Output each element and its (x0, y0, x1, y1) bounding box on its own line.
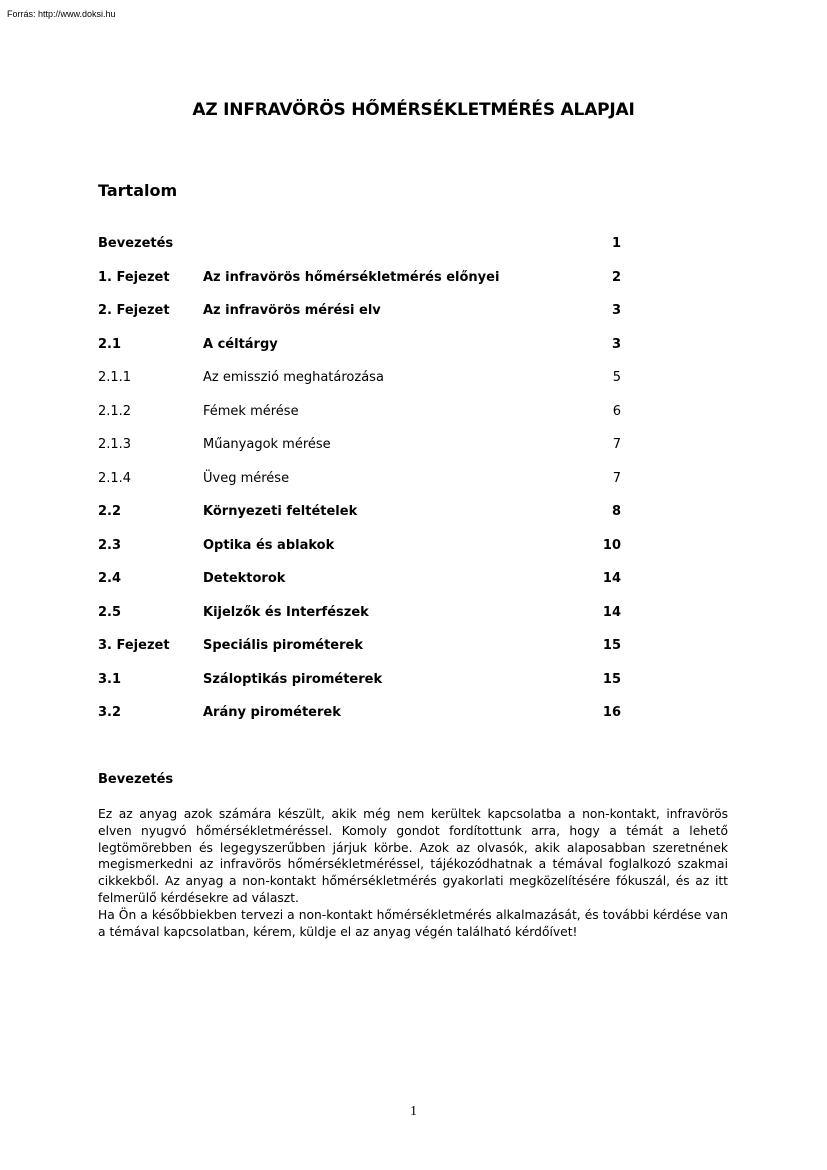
toc-entry-number: 2.4 (98, 571, 122, 586)
toc-entry-number: 2.1.2 (98, 403, 132, 419)
toc-row[interactable] (98, 567, 621, 601)
intro-paragraph: Ha Ön a későbbiekben tervezi a non-kontakt hőmérsékletmérés alkalmazását, és további kérdése van a témával kapcsolatban, kérem, küldje el az anyag végén található kérdőívet! (98, 907, 728, 939)
intro-paragraph: Ez az anyag azok számára készült, akik még nem kerültek kapcsolatba a non-kontakt, infravörös elven nyugvó hőmérsékletméréssel. Komoly gondot fordítottunk arra, hogy a témát a lehető legtömörebben és legegyszerűbben járjuk körbe. Azok az olvasók, akik alaposabban szeretnének megismerkedni az infravörös hőmérsékletméréssel, tájékozódhatnak a témával foglalkozó szakmai cikkekből. Az anyag a non-kontakt hőmérsékletmérés gyakorlati megközelítésére fókuszál, és az itt felmerülő kérdésekre ad választ. (98, 807, 728, 905)
toc-row[interactable] (98, 333, 621, 367)
toc-row[interactable] (98, 433, 621, 467)
toc-entry-page: 6 (612, 403, 621, 419)
toc-entry-title: Detektorok (203, 571, 286, 586)
toc-entry-page: 5 (612, 370, 621, 385)
toc-row[interactable] (98, 500, 621, 534)
toc-heading: Tartalom (98, 181, 178, 200)
toc-entry-title: Speciális pirométerek (203, 638, 363, 653)
toc-entry-title: Az emisszió meghatározása (203, 370, 384, 385)
toc-entry-page: 2 (611, 269, 621, 285)
toc-entry-page: 7 (612, 470, 621, 486)
toc-entry-page: 10 (602, 537, 621, 553)
toc-entry-title: Az infravörös mérési elv (203, 303, 381, 318)
toc-entry-page: 1 (611, 236, 621, 251)
toc-entry-number: 2.1.1 (98, 370, 132, 385)
toc-entry-number: 2.2 (98, 504, 122, 519)
toc-entry-page: 3 (611, 303, 621, 318)
toc-row[interactable] (98, 634, 621, 668)
toc-entry-number: 2.3 (98, 537, 122, 553)
toc-entry-number: 2.1 (98, 336, 122, 352)
page-number: 1 (410, 1104, 417, 1119)
toc-entry-title: Műanyagok mérése (203, 437, 331, 452)
toc-entry-title: A céltárgy (203, 336, 278, 352)
toc-row[interactable] (98, 601, 621, 635)
document-title: AZ INFRAVÖRÖS HŐMÉRSÉKLETMÉRÉS ALAPJAI (192, 100, 635, 120)
toc-entry-title: Az infravörös hőmérsékletmérés előnyei (203, 269, 500, 285)
table-of-contents (98, 232, 621, 735)
toc-entry-number: 1. Fejezet (98, 269, 170, 285)
toc-entry-number: 2. Fejezet (98, 303, 170, 318)
toc-row[interactable] (98, 668, 621, 702)
toc-entry-title: Arány pirométerek (203, 705, 341, 720)
toc-row[interactable] (98, 266, 621, 300)
toc-entry-number: 3.1 (98, 671, 122, 687)
section-heading: Bevezetés (98, 772, 174, 787)
toc-entry-title: Fémek mérése (203, 403, 299, 419)
toc-entry-number: 3.2 (98, 705, 122, 720)
toc-entry-page: 15 (602, 638, 621, 653)
toc-entry-title: Környezeti feltételek (203, 504, 358, 519)
toc-entry-title: Száloptikás pirométerek (203, 671, 383, 687)
toc-entry-number: 2.5 (98, 604, 122, 620)
toc-entry-number: Bevezetés (98, 236, 174, 251)
toc-entry-page: 14 (602, 571, 621, 586)
toc-entry-page: 3 (611, 336, 621, 352)
toc-row[interactable] (98, 299, 621, 333)
toc-entry-title: Kijelzők és Interfészek (203, 604, 369, 620)
toc-entry-page: 7 (612, 437, 621, 452)
toc-entry-number: 3. Fejezet (98, 638, 170, 653)
intro-body (98, 806, 728, 940)
toc-entry-page: 16 (602, 705, 621, 720)
toc-entry-page: 15 (602, 671, 621, 687)
toc-entry-page: 14 (602, 604, 621, 620)
toc-row[interactable] (98, 701, 621, 735)
toc-entry-number: 2.1.3 (98, 437, 132, 452)
toc-row[interactable] (98, 400, 621, 434)
toc-entry-page: 8 (611, 504, 621, 519)
toc-row[interactable] (98, 534, 621, 568)
source-url: Forrás: http://www.doksi.hu (7, 9, 116, 19)
toc-entry-number: 2.1.4 (98, 470, 132, 486)
toc-entry-title: Optika és ablakok (203, 537, 335, 553)
toc-row[interactable] (98, 467, 621, 501)
toc-entry-title: Üveg mérése (203, 470, 290, 486)
toc-row[interactable] (98, 366, 621, 400)
toc-row[interactable] (98, 232, 621, 266)
